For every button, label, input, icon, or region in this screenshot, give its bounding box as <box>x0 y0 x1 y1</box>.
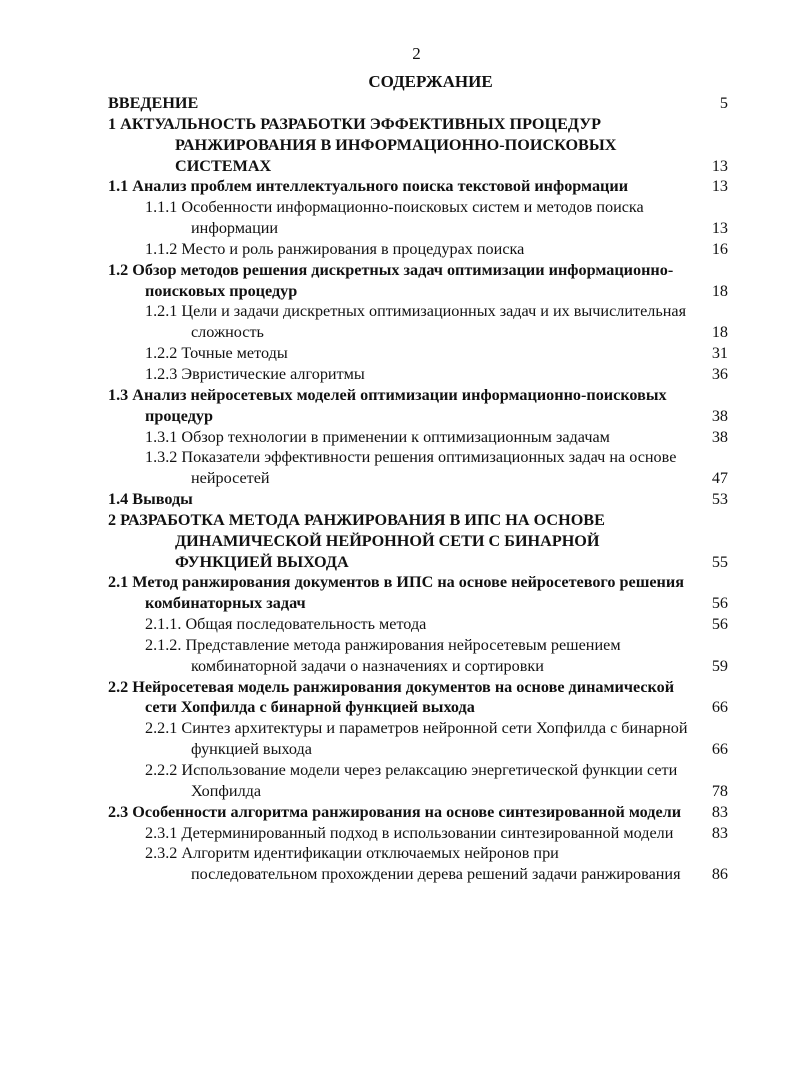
toc-entry-page: 59 <box>711 656 728 675</box>
toc-entry-text: 2.3.2 Алгоритм идентификации отключаемых нейронов при последовательном прохождении дерева решений задачи ранжирования <box>145 844 681 884</box>
toc-entry-text: 1.3.1 Обзор технологии в применении к оптимизационным задачам <box>145 427 610 446</box>
toc-entry-text: 1.2.1 Цели и задачи дискретных оптимизационных задач и их вычислительная сложность <box>145 302 687 342</box>
toc-entry <box>108 93 728 114</box>
toc-entry-page: 66 <box>711 698 728 717</box>
toc-entry <box>108 447 728 489</box>
toc-entry-page: 78 <box>711 781 728 800</box>
toc-entry-page: 66 <box>711 740 728 759</box>
toc-entry <box>108 364 728 385</box>
toc-entry <box>108 301 728 343</box>
table-of-contents <box>108 93 728 885</box>
toc-entry <box>108 260 728 302</box>
toc-entry-page: 18 <box>711 323 728 342</box>
toc-entry-page: 83 <box>711 802 728 821</box>
toc-entry <box>108 614 728 635</box>
toc-entry-page: 5 <box>719 94 728 112</box>
toc-entry-text: 2.1.1. Общая последовательность метода <box>145 615 427 634</box>
toc-entry <box>108 427 728 448</box>
toc-entry-text: 1.2 Обзор методов решения дискретных задач оптимизации информационно-поисковых процедур <box>108 260 674 300</box>
toc-entry <box>108 239 728 260</box>
toc-entry-text: 1.3.2 Показатели эффективности решения оптимизационных задач на основе нейросетей <box>145 448 677 488</box>
toc-entry-text: 1.1 Анализ проблем интеллектуального поиска текстовой информации <box>108 177 629 196</box>
toc-entry <box>108 176 728 197</box>
toc-entry-page: 47 <box>711 469 728 488</box>
toc-entry-text: 2.1.2. Представление метода ранжирования нейросетевым решением комбинаторной задачи о назначениях и сортировки <box>145 635 621 675</box>
toc-entry <box>108 677 728 719</box>
toc-entry-page: 56 <box>711 615 728 634</box>
toc-entry-text: 1 АКТУАЛЬНОСТЬ РАЗРАБОТКИ ЭФФЕКТИВНЫХ ПРОЦЕДУР РАНЖИРОВАНИЯ В ИНФОРМАЦИОННО-ПОИСКОВЫХ СИСТЕМАХ <box>108 114 617 175</box>
toc-entry <box>108 572 728 614</box>
toc-entry-text: 2.2.2 Использование модели через релаксацию энергетической функции сети Хопфилда <box>145 761 678 800</box>
toc-entry <box>108 114 728 177</box>
toc-entry-page: 86 <box>711 865 728 884</box>
toc-entry-text: 2.3.1 Детерминированный подход в использовании синтезированной модели <box>145 823 674 842</box>
toc-title: СОДЕРЖАНИЕ <box>368 72 493 91</box>
toc-entry <box>108 510 728 573</box>
toc-entry <box>108 760 728 802</box>
toc-entry <box>108 489 728 510</box>
toc-entry-page: 16 <box>711 239 728 258</box>
toc-entry-text: 2.2.1 Синтез архитектуры и параметров нейронной сети Хопфилда с бинарной функцией выхода <box>145 719 688 759</box>
toc-entry-page: 55 <box>711 552 728 571</box>
toc-entry-page: 13 <box>711 219 728 238</box>
toc-entry-text: 1.4 Выводы <box>108 490 193 509</box>
toc-entry-text: 1.2.2 Точные методы <box>145 344 288 363</box>
toc-entry-page: 56 <box>711 594 728 613</box>
toc-entry-text: 1.1.2 Место и роль ранжирования в процедурах поиска <box>145 239 525 258</box>
toc-entry-text: 2.2 Нейросетевая модель ранжирования документов на основе динамической сети Хопфилда с бинарной функцией выхода <box>108 677 675 717</box>
toc-entry-page: 18 <box>711 281 728 300</box>
toc-entry-page: 36 <box>711 364 728 383</box>
toc-entry-page: 13 <box>711 177 728 196</box>
toc-entry-page: 13 <box>711 156 728 175</box>
toc-entry-text: 1.1.1 Особенности информационно-поисковых систем и методов поиска информации <box>145 198 644 238</box>
toc-entry-page: 31 <box>711 344 728 363</box>
toc-entry-text: 1.3 Анализ нейросетевых моделей оптимизации информационно-поисковых процедур <box>108 385 667 425</box>
toc-entry <box>108 843 728 885</box>
toc-entry <box>108 343 728 364</box>
toc-entry-text: 2.3 Особенности алгоритма ранжирования на основе синтезированной модели <box>108 802 682 821</box>
toc-entry-page: 53 <box>711 490 728 509</box>
toc-entry-page: 38 <box>711 427 728 446</box>
toc-entry <box>108 385 728 427</box>
toc-entry-text: ВВЕДЕНИЕ <box>108 94 199 112</box>
toc-entry <box>108 197 728 239</box>
page-number: 2 <box>412 44 421 63</box>
toc-entry-text: 2.1 Метод ранжирования документов в ИПС на основе нейросетевого решения комбинаторных задач <box>108 573 684 613</box>
toc-entry <box>108 823 728 844</box>
toc-entry-text: 2 РАЗРАБОТКА МЕТОДА РАНЖИРОВАНИЯ В ИПС НА ОСНОВЕ ДИНАМИЧЕСКОЙ НЕЙРОННОЙ СЕТИ С БИНАРНОЙ ФУНКЦИЕЙ ВЫХОДА <box>108 510 605 571</box>
toc-entry-text: 1.2.3 Эвристические алгоритмы <box>145 364 365 383</box>
toc-entry-page: 38 <box>711 406 728 425</box>
toc-entry <box>108 718 728 760</box>
toc-entry-page: 83 <box>711 823 728 842</box>
toc-entry <box>108 635 728 677</box>
toc-entry <box>108 802 728 823</box>
